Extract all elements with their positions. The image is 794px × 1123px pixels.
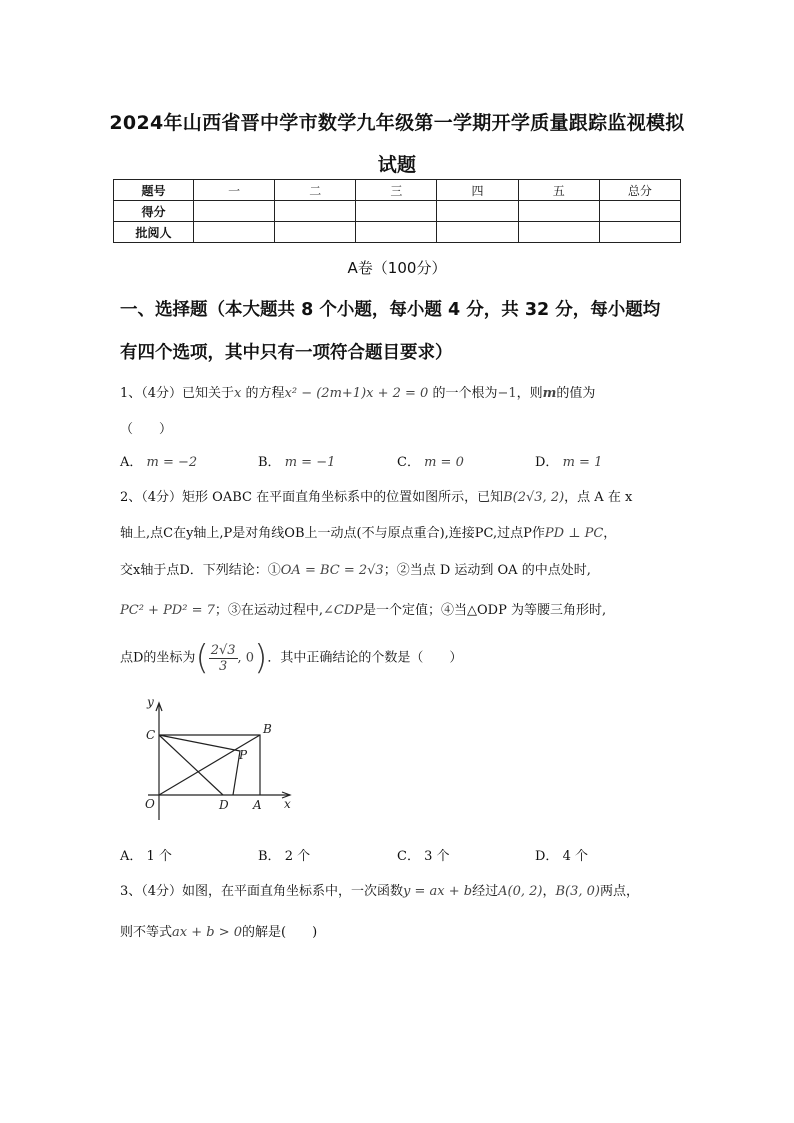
score-cell xyxy=(518,201,599,222)
score-cell xyxy=(437,222,518,243)
q1-equation: x² − (2m+1)x + 2 = 0 xyxy=(284,386,429,401)
q1-text: 的一个根为 xyxy=(428,386,498,401)
score-cell xyxy=(518,222,599,243)
score-table xyxy=(113,179,681,243)
score-cell xyxy=(599,222,680,243)
q3-math: A(0, 2) xyxy=(498,884,543,899)
score-cell xyxy=(356,201,437,222)
score-cell xyxy=(437,201,518,222)
q1-text: ，则 xyxy=(516,386,543,401)
q2-text: ．其中正确结论的个数是（ ） xyxy=(267,650,463,666)
score-header-cell: 三 xyxy=(356,180,437,201)
score-header-cell: 题号 xyxy=(114,180,194,201)
option-label: A． xyxy=(120,455,143,470)
segment-cd xyxy=(159,735,223,795)
q2-line3 xyxy=(120,559,591,578)
diagonal-ob xyxy=(159,735,260,795)
q2-text: 2、（4分）矩形 OABC 在平面直角坐标系中的位置如图所示，已知 xyxy=(120,490,504,505)
q1-option-b xyxy=(258,451,335,470)
q3-text: 的解是( ) xyxy=(242,925,318,940)
q2-text: 交x轴于点D．下列结论：① xyxy=(120,563,281,578)
q2-option-a xyxy=(120,845,172,864)
q2-fraction xyxy=(209,643,238,674)
q2-text: ，点 A 在 x xyxy=(564,490,633,505)
label-d: D xyxy=(219,798,229,812)
option-text: 4 个 xyxy=(562,849,588,864)
q1-root: −1 xyxy=(497,386,517,401)
score-cell xyxy=(194,222,275,243)
q2-option-b xyxy=(258,845,310,864)
q1-option-c xyxy=(397,451,464,470)
section-heading-line2: 有四个选项，其中只有一项符合题目要求） xyxy=(120,343,453,363)
score-row-label: 得分 xyxy=(114,201,194,222)
q3-line2 xyxy=(120,921,317,940)
q2-text: 点D的坐标为 xyxy=(120,650,196,666)
q1-text: 的值为 xyxy=(556,386,596,401)
q2-text: ；②当点 D 运动到 OA 的中点处时, xyxy=(383,563,591,578)
option-label: B． xyxy=(258,849,281,864)
option-label: C． xyxy=(397,849,420,864)
right-paren-glyph: ) xyxy=(254,638,268,678)
q2-math: ∠CDP xyxy=(323,603,364,618)
volume-heading: A卷（100分） xyxy=(347,259,447,277)
label-x: x xyxy=(284,797,291,811)
q2-option-d xyxy=(535,845,588,864)
q2-math: OA = BC = 2√3 xyxy=(280,563,384,578)
option-label: D． xyxy=(535,455,559,470)
label-p: P xyxy=(239,748,248,762)
q3-math: B(3, 0) xyxy=(555,884,600,899)
q3-text: 3、（4分）如图，在平面直角坐标系中，一次函数 xyxy=(120,884,404,899)
q3-text: 经过 xyxy=(472,884,499,899)
score-cell xyxy=(275,222,356,243)
q2-text: 是一个定值；④当△ODP 为等腰三角形时, xyxy=(363,603,607,618)
q2-math: PD ⊥ PC xyxy=(544,526,604,541)
q1-var-x: x xyxy=(234,386,242,401)
score-cell xyxy=(599,201,680,222)
option-expr: m = −2 xyxy=(146,455,198,470)
q2-line4 xyxy=(120,599,606,618)
q3-text: ， xyxy=(542,884,556,899)
score-cell xyxy=(194,201,275,222)
label-a: A xyxy=(253,798,262,812)
option-label: A． xyxy=(120,849,143,864)
q1-var-m: m xyxy=(542,386,557,401)
q1-text: 1、（4分）已知关于 xyxy=(120,386,235,401)
option-text: 1 个 xyxy=(146,849,172,864)
segment-pc xyxy=(159,735,240,751)
q3-math: ax + b > 0 xyxy=(172,925,243,940)
option-text: 3 个 xyxy=(424,849,450,864)
q2-line5 xyxy=(120,638,462,678)
q1-stem xyxy=(120,382,595,401)
label-c: C xyxy=(146,728,156,742)
score-header-cell: 一 xyxy=(194,180,275,201)
q2-math: PC² + PD² = 7 xyxy=(120,603,215,618)
fraction-denominator: 3 xyxy=(218,658,228,674)
q2-line2 xyxy=(120,522,616,541)
q2-option-c xyxy=(397,845,450,864)
q1-answer-paren: （ ） xyxy=(120,422,173,437)
option-label: D． xyxy=(535,849,559,864)
score-header-cell: 二 xyxy=(275,180,356,201)
q1-option-d xyxy=(535,451,602,470)
score-table-row xyxy=(114,201,681,222)
section-heading-line1: 一、选择题（本大题共 8 个小题，每小题 4 分，共 32 分，每小题均 xyxy=(120,300,661,320)
option-label: B． xyxy=(258,455,281,470)
score-cell xyxy=(275,201,356,222)
label-o: O xyxy=(145,797,155,811)
q2-line1 xyxy=(120,486,632,505)
score-header-cell: 四 xyxy=(437,180,518,201)
q1-text: 的方程 xyxy=(241,386,285,401)
exam-title-line2: 试题 xyxy=(377,154,417,176)
q3-line1 xyxy=(120,880,639,899)
option-text: 2 个 xyxy=(284,849,311,864)
q2-diagram xyxy=(130,695,310,825)
score-cell xyxy=(356,222,437,243)
q2-text: ， xyxy=(603,526,617,541)
q2-text: ；③在运动过程中, xyxy=(214,603,324,618)
exam-title-line1: 2024年山西省晋中学市数学九年级第一学期开学质量跟踪监视模拟 xyxy=(109,112,685,134)
q3-math: y = ax + b xyxy=(403,884,473,899)
option-expr: m = −1 xyxy=(284,455,336,470)
q3-text: 两点， xyxy=(600,884,640,899)
q2-math: , 0 xyxy=(237,650,255,666)
q3-text: 则不等式 xyxy=(120,925,173,940)
score-table-header-row xyxy=(114,180,681,201)
option-label: C． xyxy=(397,455,420,470)
option-expr: m = 1 xyxy=(562,455,603,470)
q1-option-a xyxy=(120,451,197,470)
score-table-row xyxy=(114,222,681,243)
fraction-numerator: 2√3 xyxy=(210,642,236,658)
label-y: y xyxy=(147,695,154,709)
label-b: B xyxy=(263,722,272,736)
q2-math: B(2√3, 2) xyxy=(503,490,565,505)
score-row-label: 批阅人 xyxy=(114,222,194,243)
q2-text: 轴上,点C在y轴上,P是对角线OB上一动点(不与原点重合),连接PC,过点P作 xyxy=(120,526,545,541)
score-header-cell: 总分 xyxy=(599,180,680,201)
left-paren-glyph: ( xyxy=(195,638,209,678)
option-expr: m = 0 xyxy=(424,455,464,470)
score-header-cell: 五 xyxy=(518,180,599,201)
